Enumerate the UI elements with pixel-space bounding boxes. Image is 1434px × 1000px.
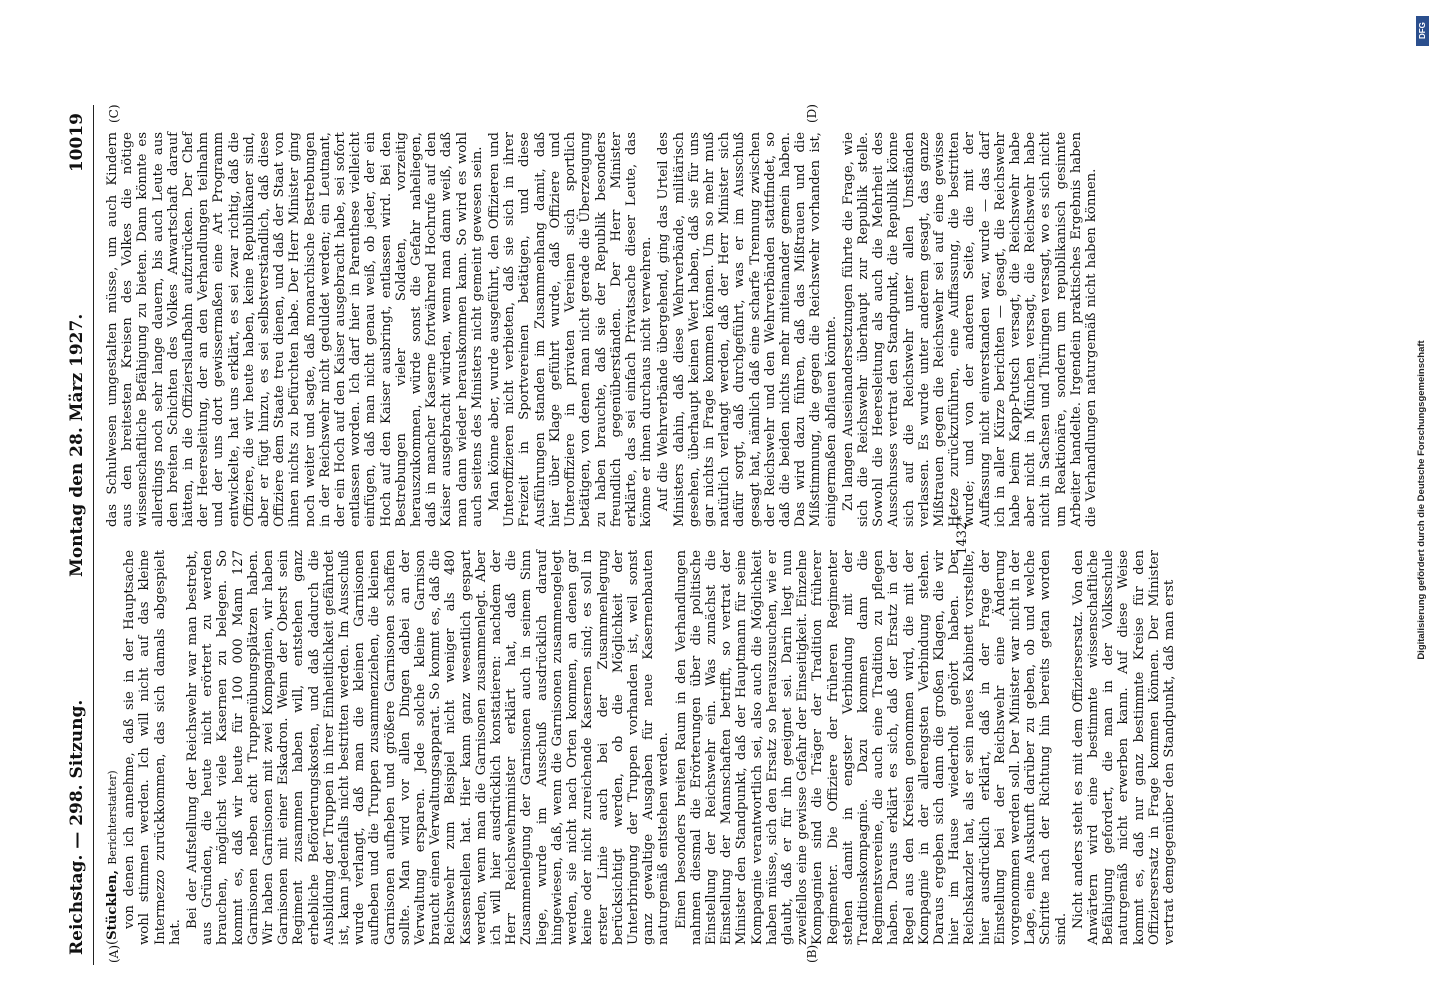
margin-letter-a: (A): [107, 944, 121, 963]
speaker-name: Stücklen,: [105, 869, 120, 940]
speaker-line: (Stücklen, Berichterstatter): [105, 770, 120, 945]
paragraph: Bei der Aufstellung der Reichswehr war man bestrebt, aus Gründen, die heute nicht erörtert zu werden brauchen, möglichst viele Kasernen zu belegen. So kommt es, daß wir heute für 100 000 Mann 127 Garnisonen neben acht Truppenübungsplätzen haben. Wir haben Garnisonen mit zwei Kompagnien, wir haben Garnisonen mit einer Eskadron. Wenn der Oberst sein Regiment zusammen haben will, entstehen ganz erhebliche Beförderungskosten, und daß dadurch die Ausbildung der Truppen in ihrer Einheitlichkeit gefährdet ist, kann jedenfalls nicht bestritten werden. Im Ausschuß wurde verlangt, daß man die kleinen Garnisonen aufheben und die Truppen zusammenziehen, die kleinen Garnisonen aufheben und größere Garnisonen schaffen sollte. Man wird vor allen Dingen dabei an der Verwaltung ersparen. Jede solche kleine Garnison braucht einen Verwaltungsapparat. So kommt es, daß die Reichswehr zum Beispiel nicht weniger als 480 Kassenstellen hat. Hier kann ganz wesentlich gespart werden, wenn man die Garnisonen zusammenlegt. Aber ich will hier ausdrücklich konstatieren: nachdem der Herr Reichswehrminister erklärt hat, daß die Zusammenlegung der Garnisonen auch in seinem Sinn liege, wurde im Ausschuß ausdrücklich darauf hingewiesen, daß, wenn die Garnisonen zusammengelegt werden, sie nicht nach Orten kommen, an denen gar keine oder nicht zureichende Kasernen sind; es soll in erster Linie auch bei der Zusammenlegung berücksichtigt werden, ob die Möglichkeit der Unterbringung der Truppen vorhanden ist, weil sonst ganz gewaltige Ausgaben für neue Kasernenbauten naturgemäß entstehen werden.: [185, 550, 672, 945]
document-page: [65, 105, 1365, 965]
dfg-credit-strip: [1416, 10, 1430, 990]
paragraph: Man könne aber, wurde ausgeführt, den Offizieren und Unteroffizieren nicht verbieten, daß sie sich in ihrer Freizeit in Sportvereinen betätigen, und diese Ausführungen standen im Zusammenhang damit, daß hier über Klage geführt wurde, daß Offiziere und Unteroffiziere in privaten Vereinen sich sportlich betätigen, von denen man nicht gerade die Überzeugung zu haben brauchte, daß sie der Republik besonders freundlich gegenüberständen. Der Herr Minister erklärte, das sei einfach Privatsache dieser Leute, das könne er ihnen durchaus nicht verwehren.: [487, 132, 655, 527]
margin-letter-d: (D): [805, 104, 819, 123]
right-column: [105, 132, 1101, 527]
header-rule: [93, 105, 94, 965]
paragraph: Zu langen Auseinandersetzungen führte die Frage, wie sich die Reichswehr überhaupt zur Republik stelle. Sowohl die Heeresleitung als auch die Mehrheit des Ausschusses vertrat den Standpunkt, die Republik könne sich auf die Reichswehr unter allen Umständen verlassen. Es wurde unter anderem gesagt, das ganze Mißtrauen gegen die Reichswehr sei auf eine gewisse Hetze zurückzuführen, eine Auffassung, die bestritten wurde; und von der anderen Seite, die mit der Auffassung nicht einverstanden war, wurde — das darf ich in aller Kürze berichten — gesagt, die Reichswehr habe beim Kapp-Putsch versagt, die Reichswehr habe aber nicht in München versagt, die Reichswehr habe nicht in Sachsen und Thüringen versagt, wo es sich nicht um Reaktionäre, sondern um republikanisch gesinnte Arbeiter handelte. Irgendein praktisches Ergebnis haben die Verhandlungen naturgemäß nicht haben können.: [840, 132, 1099, 527]
speaker-role: Berichterstatter): [106, 770, 119, 865]
dfg-logo: DFG: [1416, 16, 1429, 46]
header-session-title: Reichstag. — 298. Sitzung.: [67, 699, 87, 955]
left-column: [105, 550, 1179, 945]
digitization-credit: Digitalisierung gefördert durch die Deutsche Forschungsgemeinschaft: [1416, 340, 1427, 660]
paragraph: von denen ich annehme, daß sie in der Hauptsache wohl stimmen werden. Ich will nicht auf das kleine Intermezzo zurückkommen, das sich damals abgespielt hat.: [122, 550, 183, 945]
page-header: [65, 105, 95, 965]
folio-mark: 1432*: [955, 515, 970, 555]
paragraph: das Schulwesen umgestalten müsse, um auch Kindern aus den breitesten Kreisen des Volkes die nötige wissenschaftliche Befähigung zu bieten. Dann könnte es allerdings noch sehr lange dauern, bis auch Leute aus den breiten Schichten des Volkes Anwartschaft darauf hätten, in die Offizierslaufbahn aufzurücken. Der Chef der Heeresleitung, der an den Verhandlungen teilnahm und der uns dort gewissermaßen eine Art Programm entwickelte, hat uns erklärt, es sei zwar richtig, daß die Offiziere, die wir heute haben, keine Republikaner sind, aber er fügt hinzu, es sei selbstverständlich, daß diese Offiziere dem Staate treu dienen, und daß der Staat von ihnen nichts zu befürchten habe. Der Herr Minister ging noch weiter und sagte, daß monarchische Bestrebungen in der Reichswehr nicht geduldet werden; ein Leutnant, der ein Hoch auf den Kaiser ausgebracht habe, sei sofort entlassen worden. Ich darf hier in Parenthese vielleicht einfügen, daß man nicht genau weiß, ob jeder, der ein Hoch auf den Kaiser ausbringt, entlassen wird. Bei den Bestrebungen vieler Soldaten, vorzeitig herauszukommen, würde sonst die Gefahr naheliegen, daß in mancher Kaserne fortwährend Hochrufe auf den Kaiser ausgebracht würden, wenn man dann weiß, daß man dann wieder herauskommen kann. So wird es wohl auch seitens des Ministers nicht gemeint gewesen sein.: [105, 132, 485, 527]
paragraph: Einen besonders breiten Raum in den Verhandlungen nahmen diesmal die Erörterungen über die politische Einstellung der Reichswehr ein. Was zunächst die Einstellung der Mannschaften betrifft, so vertrat der Minister den Standpunkt, daß der Hauptmann für seine Kompagnie verantwortlich sei, also auch die Möglichkeit haben müsse, sich den Ersatz so herauszusuchen, wie er glaubt, daß er für ihn geeignet sei. Darin liegt nun zweifellos eine gewisse Gefahr der Einseitigkeit. Einzelne Kompagnien sind die Träger der Tradition früherer Regimenter. Die Offiziere der früheren Regimenter stehen damit in engster Verbindung mit der Traditionskompagnie. Dazu kommen dann die Regimentsvereine, die auch eine Tradition zu pflegen haben. Daraus erklärt es sich, daß der Ersatz in der Regel aus den Kreisen genommen wird, die mit der Kompagnie in der allerengsten Verbindung stehen. Daraus ergeben sich dann die großen Klagen, die wir hier im Hause wiederholt gehört haben. Der Reichskanzler hat, als er sein neues Kabinett vorstellte, hier ausdrücklich erklärt, daß in der Frage der Einstellung bei der Reichswehr eine Änderung vorgenommen werden soll. Der Minister war nicht in der Lage, eine Auskunft darüber zu geben, ob und welche Schritte nach der Richtung hin bereits getan worden sind.: [673, 550, 1069, 945]
paragraph: Nicht anders steht es mit dem Offiziersersatz. Von den Anwärtern wird eine bestimmte wissenschaftliche Befähigung gefordert, die man in der Volksschule naturgemäß nicht erwerben kann. Auf diese Weise kommt es, daß nur ganz bestimmte Kreise für den Offiziersersatz in Frage kommen können. Der Minister vertrat demgegenüber den Standpunkt, daß man erst: [1070, 550, 1178, 945]
margin-letter-b: (B): [805, 944, 819, 963]
header-page-number: 10019: [67, 113, 87, 173]
margin-letter-c: (C): [107, 104, 121, 123]
paragraph: Auf die Wehrverbände übergehend, ging das Urteil des Ministers dahin, daß diese Wehrverbände, militärisch gesehen, überhaupt keinen Wert haben, daß sie für uns gar nichts in Frage kommen können. Um so mehr muß natürlich verlangt werden, daß der Herr Minister sich dafür sorgt, daß durchgeführt, was er im Ausschuß gesagt hat, nämlich daß eine scharfe Trennung zwischen der Reichswehr und den Wehrverbänden stattfindet, so daß die beiden nichts mehr miteinander gemein haben. Das wird dazu führen, daß das Mißtrauen und die Mißstimmung, die gegen die Reichswehr vorhanden ist, einigermaßen abflauen könnte.: [656, 132, 839, 527]
header-date: Montag den 28. März 1927.: [67, 313, 87, 577]
